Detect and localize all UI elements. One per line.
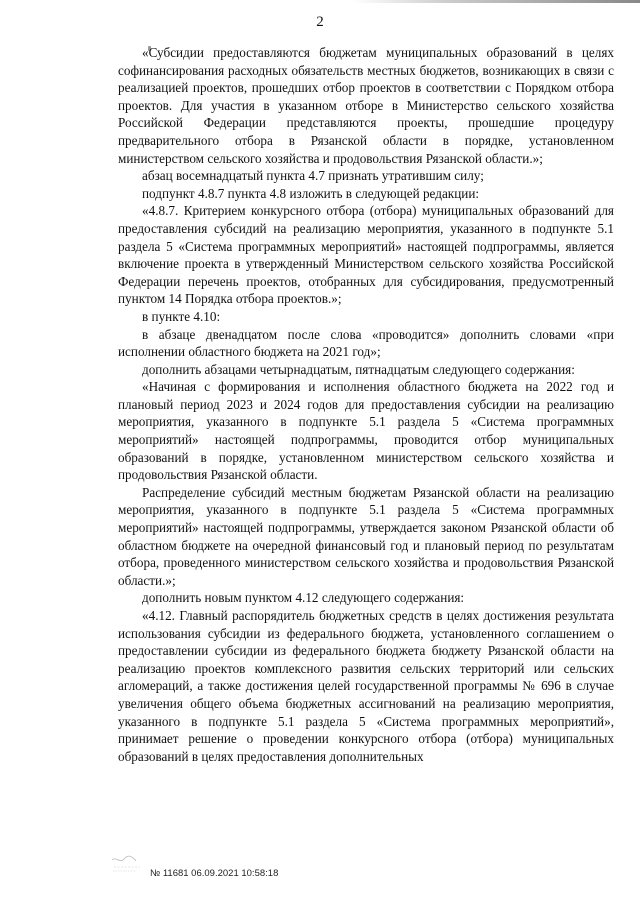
page-number: 2 <box>316 14 324 30</box>
paragraph: в пункте 4.10: <box>142 308 221 324</box>
scan-top-edge <box>0 0 640 3</box>
paragraph: дополнить абзацами четырнадцатым, пятнадцатым следующего содержания: <box>142 361 575 377</box>
paragraph: Распределение субсидий местным бюджетам Рязанской области на реализацию мероприятия, указанного в подпункте 5.1 раздела 5 «Система программных мероприятий» настоящей подпрограммы, утверждается законом Рязанской области об областном бюджете на очередной финансовый год и плановый период по результатам отбора, проведенного министерством сельского хозяйства и продовольствия Рязанской области.»; <box>118 484 614 588</box>
paragraph: «4.12. Главный распорядитель бюджетных средств в целях достижения результата использования субсидии из федерального бюджета, установленного соглашением о предоставлении субсидии из федерального бюджета бюджету Рязанской области на реализацию проектов комплексного развития сельских территорий или сельских агломераций, а также достижения целей государственной программы № 696 в случае увеличения общего объема бюджетных ассигнований на реализацию мероприятия, указанного в подпункте 5.1 раздела 5 «Система программных мероприятий», принимает решение о проведении конкурсного отбора (отбора) муниципальных образований в целях предоставления дополнительных <box>118 608 614 764</box>
paragraph: в абзаце двенадцатом после слова «проводится» дополнить словами «при исполнении областного бюджета на 2021 год»; <box>118 326 614 360</box>
paragraph: подпункт 4.8.7 пункта 4.8 изложить в следующей редакции: <box>142 185 480 201</box>
paragraph: «Субсидии предоставляются бюджетам муниципальных образований в целях софинансирования расходных обязательств местных бюджетов, возникающих в связи с реализацией проектов, прошедших отбор проектов в соответствии с Порядком отбора проектов. Для участия в указанном отборе в Министерство сельского хозяйства Российской Федерации представляются проекты, прошедшие процедуру предварительного отбора в Рязанской области в порядке, установленном министерством сельского хозяйства и продовольствия Рязанской области.»; <box>118 45 614 166</box>
paragraph: «4.8.7. Критерием конкурсного отбора (отбора) муниципальных образований для предоставления субсидий на реализацию мероприятия, указанного в подпункте 5.1 раздела 5 «Система программных мероприятий» настоящей подпрограммы, является включение проекта в утвержденный Министерством сельского хозяйства Российской Федерации перечень проектов, отобранных для субсидирования, предусмотренный пунктом 14 Порядка отбора проектов.»; <box>118 203 614 307</box>
registration-footer: № 11681 06.09.2021 10:58:18 <box>150 868 279 879</box>
paragraph: абзац восемнадцатый пункта 4.7 признать утратившим силу; <box>142 168 484 184</box>
document-body <box>118 44 614 765</box>
paragraph: дополнить новым пунктом 4.12 следующего содержания: <box>142 590 465 606</box>
paragraph: «Начиная с формирования и исполнения областного бюджета на 2022 год и плановый период 2023 и 2024 годов для предоставления субсидии на реализацию мероприятия, указанного в подпункте 5.1 раздела 5 «Система программных мероприятий» настоящей подпрограммы, проводится отбор муниципальных образований в порядке, установленном министерством сельского хозяйства и продовольствия Рязанской области. <box>118 379 614 483</box>
faint-stamp-mark <box>110 852 150 874</box>
